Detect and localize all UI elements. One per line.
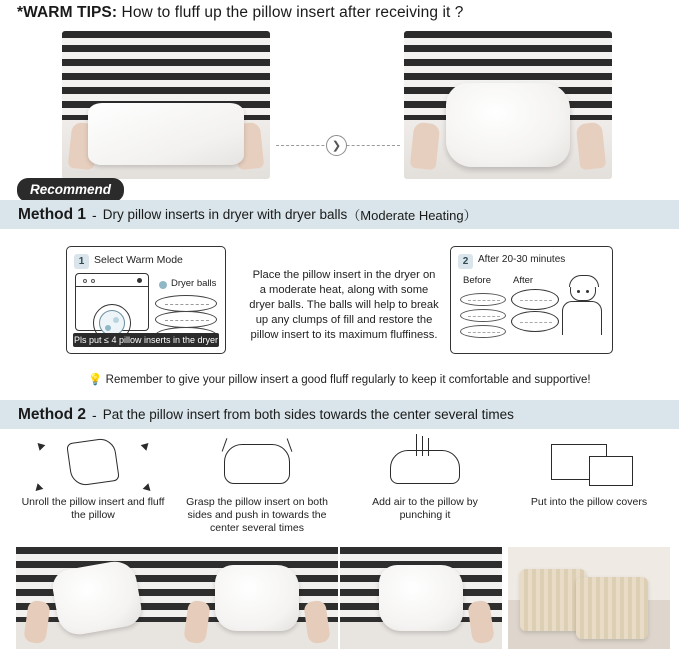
step-2-badge: 2	[458, 254, 473, 269]
dryer-ball-icon	[159, 281, 167, 289]
arrow-icon	[141, 440, 152, 451]
dryer-panel	[76, 274, 148, 287]
transition-arrow	[276, 135, 400, 155]
method-2-step-1-caption: Unroll the pillow insert and fluff the pillow	[21, 496, 165, 521]
eye-icon	[577, 290, 580, 293]
method-1-text: Dry pillow inserts in dryer with dryer balls	[102, 207, 348, 222]
step-2-card	[450, 246, 613, 354]
pillow-shape	[66, 437, 120, 487]
flat-pillow-icon	[460, 325, 506, 338]
bottom-photo-row	[0, 547, 679, 649]
method-2-step-3	[340, 434, 510, 522]
fluffed-pillow-icon	[511, 311, 559, 332]
hand-right	[576, 122, 607, 170]
method-2-header	[0, 400, 679, 429]
fist-icon	[422, 436, 423, 456]
person-icon	[570, 277, 596, 301]
pillow-cover-icon	[504, 434, 674, 496]
photo-grasp-pillow	[176, 547, 338, 649]
method-1-body	[0, 236, 679, 386]
dial-icon	[91, 279, 95, 283]
pillow-cover-front	[589, 456, 633, 486]
arrow-icon	[143, 483, 154, 494]
step-1-footer-note: Pls put ≤ 4 pillow inserts in the dryer	[74, 335, 218, 345]
recommend-badge: Recommend	[17, 178, 124, 202]
pillow-grasp-icon	[172, 434, 342, 496]
method-1-header	[0, 200, 679, 229]
fluffed-pillow	[446, 83, 570, 167]
chevron-right-icon: ❯	[326, 135, 347, 156]
after-label: After	[513, 275, 534, 286]
photo-pillow-covers	[508, 547, 670, 649]
method-1-paragraph: Place the pillow insert in the dryer on a moderate heat, along with some dryer balls. The balls will help to break up any clumps of fill and restore the pillow insert to its maximum fluffiness.	[249, 269, 439, 341]
fist-icon	[428, 438, 429, 456]
flat-pillow	[88, 103, 244, 165]
before-label: Before	[463, 275, 491, 286]
arrow-icon	[33, 483, 44, 494]
hand-icon	[286, 438, 292, 452]
remember-note-text: Remember to give your pillow insert a good fluff regularly to keep it comfortable and supportive!	[105, 374, 591, 386]
dryer-icon	[75, 273, 149, 331]
method-1-paren: （Moderate Heating）	[347, 208, 477, 223]
method-2-step-3-caption: Add air to the pillow by punching it	[372, 496, 478, 521]
hand-icon	[222, 438, 228, 452]
pillow-insert-icon	[155, 295, 217, 312]
lightbulb-icon: 💡	[88, 374, 103, 386]
pillow-shape	[224, 444, 290, 484]
top-photo-row	[0, 31, 679, 179]
pillow-shape	[390, 450, 460, 484]
method-2-steps	[0, 434, 679, 544]
method-1-title: Method 1	[18, 205, 87, 223]
remember-note	[0, 372, 679, 386]
flat-pillow-icon	[460, 309, 506, 322]
photo-punch-pillow	[340, 547, 502, 649]
step-1-title: Select Warm Mode	[94, 254, 183, 266]
step-1-badge: 1	[74, 254, 89, 269]
method-1-dash: -	[92, 206, 97, 223]
pillow	[215, 565, 299, 631]
hand-left	[410, 122, 441, 170]
warm-tips-question: How to fluff up the pillow insert after receiving it ?	[121, 4, 464, 21]
pillow-insert-icon	[155, 311, 217, 328]
method-2-dash: -	[92, 406, 97, 423]
method-2-step-4-caption: Put into the pillow covers	[530, 496, 648, 508]
person-body-icon	[562, 301, 602, 335]
step-1-card	[66, 246, 226, 354]
method-2-step-2	[172, 434, 342, 535]
page-title	[17, 4, 464, 22]
hair-icon	[569, 275, 599, 287]
pillow	[379, 565, 463, 631]
method-2-step-2-caption: Grasp the pillow insert on both sides and push in towards the center several times	[186, 496, 328, 534]
photo-unroll-pillow	[16, 547, 178, 649]
arrow-icon	[35, 440, 46, 451]
method-2-text: Pat the pillow insert from both sides towards the center several times	[102, 407, 514, 422]
method-2-step-4	[504, 434, 674, 509]
pillow-unroll-icon	[8, 434, 178, 496]
fluffed-pillow-icon	[511, 289, 559, 310]
pillow-punch-icon	[340, 434, 510, 496]
method-2-title: Method 2	[18, 405, 87, 423]
step-2-title: After 20-30 minutes	[478, 254, 566, 265]
dial-icon	[83, 279, 87, 283]
knob-icon	[137, 278, 142, 283]
fist-icon	[416, 434, 417, 456]
dryer-ball-icon	[105, 325, 111, 331]
warm-tips-label: *WARM TIPS:	[17, 4, 118, 21]
method-2-step-1	[8, 434, 178, 522]
photo-fluffed-pillow	[404, 31, 612, 179]
dryer-balls-label: Dryer balls	[171, 278, 217, 289]
dryer-ball-icon	[113, 317, 119, 323]
pillow-cover	[576, 577, 648, 639]
flat-pillow-icon	[460, 293, 506, 306]
eye-icon	[586, 290, 589, 293]
photo-flat-pillow	[62, 31, 270, 179]
